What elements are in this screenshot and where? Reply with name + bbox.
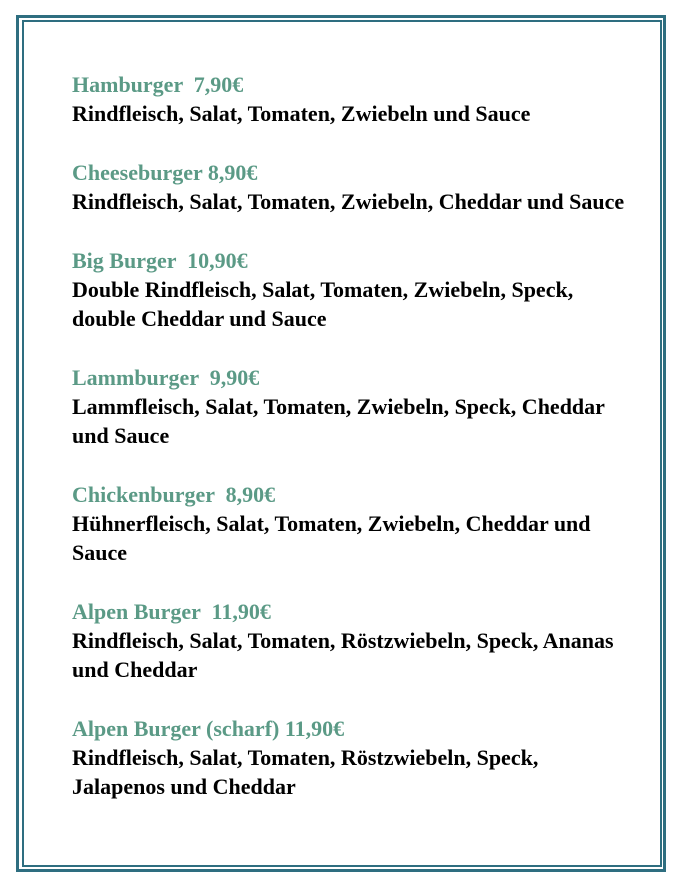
- menu-item-lammburger: [72, 363, 632, 450]
- menu-item-heading: Alpen Burger (scharf) 11,90€: [72, 716, 345, 741]
- menu-item-chickenburger: [72, 480, 632, 567]
- menu-item-hamburger: [72, 70, 632, 128]
- menu-item-heading: Chickenburger 8,90€: [72, 482, 276, 507]
- menu-item-alpen-burger: [72, 597, 632, 684]
- menu-item-cheeseburger: [72, 158, 632, 216]
- menu-item-description: Rindfleisch, Salat, Tomaten, Zwiebeln und Sauce: [72, 101, 531, 126]
- menu-item-heading: Hamburger 7,90€: [72, 72, 244, 97]
- menu-item-alpen-burger-scharf: [72, 714, 632, 801]
- menu-item-description: Double Rindfleisch, Salat, Tomaten, Zwiebeln, Speck, double Cheddar und Sauce: [72, 277, 574, 331]
- menu-item-big-burger: [72, 246, 632, 333]
- burger-menu: [72, 70, 632, 831]
- menu-item-description: Rindfleisch, Salat, Tomaten, Röstzwiebeln, Speck, Ananas und Cheddar: [72, 628, 614, 682]
- menu-item-heading: Big Burger 10,90€: [72, 248, 248, 273]
- menu-item-heading: Lammburger 9,90€: [72, 365, 260, 390]
- menu-item-description: Hühnerfleisch, Salat, Tomaten, Zwiebeln, Cheddar und Sauce: [72, 511, 591, 565]
- menu-item-heading: Cheeseburger 8,90€: [72, 160, 258, 185]
- menu-item-heading: Alpen Burger 11,90€: [72, 599, 271, 624]
- menu-item-description: Rindfleisch, Salat, Tomaten, Röstzwiebeln, Speck, Jalapenos und Cheddar: [72, 745, 539, 799]
- menu-item-description: Rindfleisch, Salat, Tomaten, Zwiebeln, Cheddar und Sauce: [72, 189, 625, 214]
- menu-item-description: Lammfleisch, Salat, Tomaten, Zwiebeln, Speck, Cheddar und Sauce: [72, 394, 605, 448]
